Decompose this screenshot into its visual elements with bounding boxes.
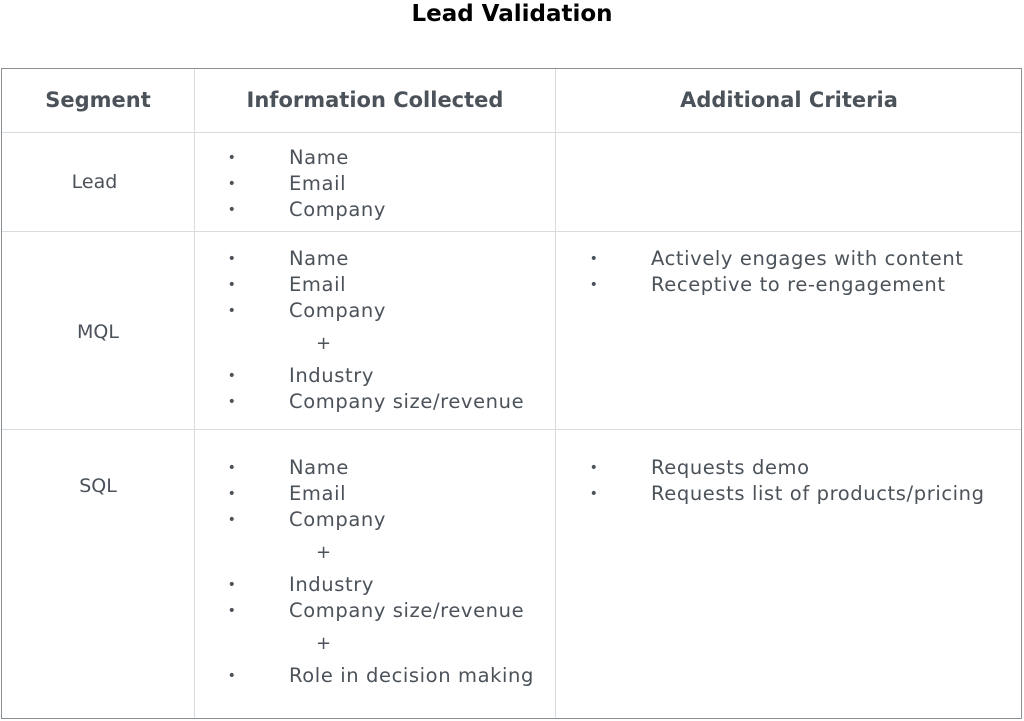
list-item — [227, 572, 375, 598]
bullet-icon: • — [589, 277, 599, 293]
plus-separator: + — [316, 333, 332, 354]
list-item — [227, 598, 525, 624]
list-item-text: Requests list of products/pricing — [651, 482, 985, 505]
row-divider — [2, 132, 1021, 133]
list-item-text: Receptive to re-engagement — [651, 273, 946, 296]
column-divider — [555, 69, 556, 718]
plus-separator: + — [316, 633, 332, 654]
list-item-text: Company — [289, 299, 386, 322]
info-list-sql — [227, 455, 534, 689]
bullet-icon: • — [227, 303, 237, 319]
list-item-text: Email — [289, 273, 347, 296]
list-item-text: Company — [289, 508, 386, 531]
bullet-icon: • — [227, 394, 237, 410]
list-item-text: Company — [289, 198, 386, 221]
list-item — [227, 272, 347, 298]
bullet-icon: • — [227, 277, 237, 293]
list-item-text: Role in decision making — [289, 664, 534, 687]
segment-label-sql: SQL — [79, 475, 117, 497]
list-item-text: Company size/revenue — [289, 390, 525, 413]
bullet-icon: • — [227, 251, 237, 267]
list-item-text: Industry — [289, 364, 375, 387]
list-item — [227, 389, 525, 415]
list-item-text: Name — [289, 247, 349, 270]
bullet-icon: • — [589, 486, 599, 502]
bullet-icon: • — [589, 251, 599, 267]
bullet-icon: • — [227, 202, 237, 218]
list-item-text: Company size/revenue — [289, 599, 525, 622]
bullet-icon: • — [227, 460, 237, 476]
list-item-text: Email — [289, 482, 347, 505]
list-item — [227, 298, 386, 324]
column-divider — [194, 69, 195, 718]
list-item — [227, 363, 375, 389]
bullet-icon: • — [227, 150, 237, 166]
list-item — [227, 455, 349, 481]
bullet-icon: • — [227, 577, 237, 593]
list-item-text: Industry — [289, 573, 375, 596]
lead-validation-table — [1, 68, 1022, 719]
segment-label-mql: MQL — [77, 321, 119, 343]
bullet-icon: • — [227, 176, 237, 192]
header-additional-criteria: Additional Criteria — [680, 88, 898, 112]
list-item — [227, 246, 349, 272]
bullet-icon: • — [227, 486, 237, 502]
bullet-icon: • — [227, 368, 237, 384]
row-divider — [2, 429, 1021, 430]
list-item-text: Actively engages with content — [651, 247, 964, 270]
list-item — [227, 507, 386, 533]
info-list-mql — [227, 246, 525, 415]
list-item — [227, 663, 534, 689]
header-information-collected: Information Collected — [246, 88, 504, 112]
row-divider — [2, 231, 1021, 232]
page-title: Lead Validation — [411, 1, 613, 27]
bullet-icon: • — [227, 603, 237, 619]
list-item-text: Email — [289, 172, 347, 195]
header-segment: Segment — [45, 88, 151, 112]
bullet-icon: • — [227, 668, 237, 684]
list-item-text: Name — [289, 456, 349, 479]
bullet-icon: • — [227, 512, 237, 528]
bullet-icon: • — [589, 460, 599, 476]
list-item-text: Name — [289, 146, 349, 169]
list-item — [227, 481, 347, 507]
plus-separator: + — [316, 542, 332, 563]
list-item-text: Requests demo — [651, 456, 810, 479]
segment-label-lead: Lead — [71, 171, 118, 193]
